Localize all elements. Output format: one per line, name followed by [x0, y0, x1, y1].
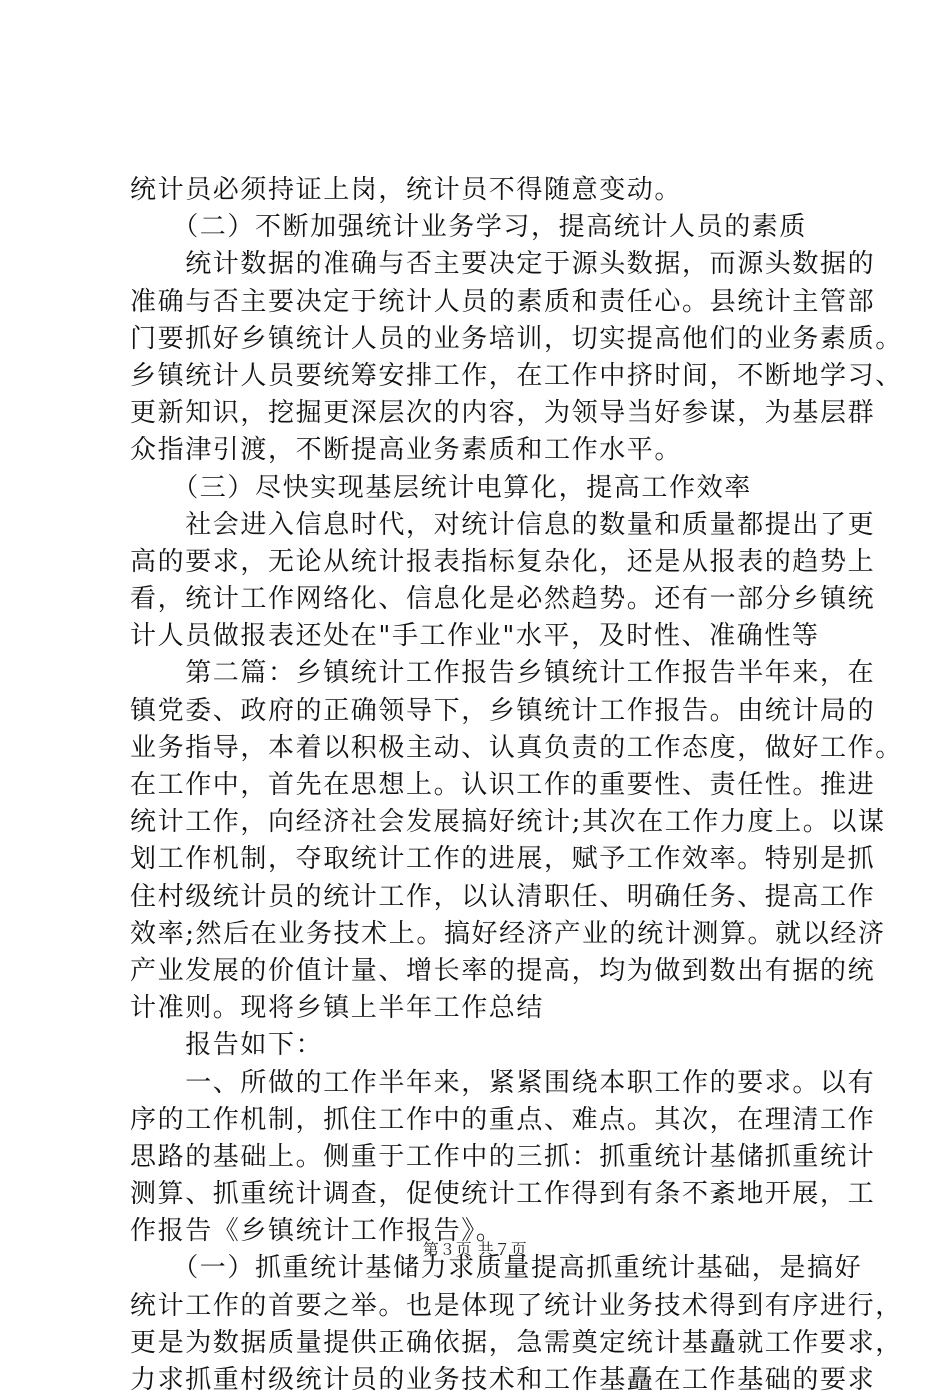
text-line: 统计工作的首要之举。也是体现了统计业务技术得到有序进行， — [130, 1290, 903, 1321]
body-text — [130, 172, 903, 1399]
text-line: 高的要求，无论从统计报表指标复杂化，还是从报表的趋势上 — [130, 546, 876, 577]
text-line: 统计员必须持证上岗，统计员不得随意变动。 — [130, 175, 683, 205]
text-line: 效率;然后在业务技术上。搞好经济产业的统计测算。就以经济 — [130, 918, 886, 949]
text-line: 住村级统计员的统计工作，以认清职任、明确任务、提高工作 — [130, 881, 876, 912]
text-line: （二）不断加强统计业务学习，提高统计人员的素质 — [130, 212, 808, 243]
text-line: 产业发展的价值计量、增长率的提高，均为做到数出有据的统 — [130, 955, 876, 986]
text-line: 计人员做报表还处在"手工作业"水平，及时性、准确性等 — [130, 621, 820, 652]
text-line: 统计工作，向经济社会发展搞好统计;其次在工作力度上。以谋 — [130, 807, 886, 838]
text-line: 思路的基础上。侧重于工作中的三抓：抓重统计基储抓重统计 — [130, 1141, 876, 1172]
page-number-footer: 第３页 共７页 — [422, 1240, 528, 1259]
text-line: 划工作机制，夺取统计工作的进展，赋予工作效率。特别是抓 — [130, 844, 876, 875]
text-line: 社会进入信息时代，对统计信息的数量和质量都提出了更 — [130, 509, 876, 540]
text-line: 众指津引渡，不断提高业务素质和工作水平。 — [130, 435, 683, 466]
text-line: （三）尽快实现基层统计电算化，提高工作效率 — [130, 472, 752, 503]
text-line: 作报告《乡镇统计工作报告》。 — [130, 1216, 504, 1247]
text-line: 第二篇：乡镇统计工作报告乡镇统计工作报告半年来，在 — [130, 658, 876, 689]
text-line: 门要抓好乡镇统计人员的业务培训，切实提高他们的业务素质。 — [130, 323, 903, 354]
text-line: 测算、抓重统计调查，促使统计工作得到有条不紊地开展，工 — [130, 1179, 876, 1210]
text-line: 准确与否主要决定于统计人员的素质和责任心。县统计主管部 — [130, 286, 876, 317]
text-line: 统计数据的准确与否主要决定于源头数据，而源头数据的 — [130, 249, 876, 280]
text-line: 看，统计工作网络化、信息化是必然趋势。还有一部分乡镇统 — [130, 584, 876, 615]
text-line: 报告如下： — [130, 1030, 324, 1061]
text-line: 序的工作机制，抓住工作中的重点、难点。其次，在理清工作 — [130, 1104, 876, 1135]
text-line: 在工作中，首先在思想上。认识工作的重要性、责任性。推进 — [130, 770, 876, 800]
text-line: （一）抓重统计基储力求质量提高抓重统计基础，是搞好 — [130, 1253, 863, 1284]
text-line: 镇党委、政府的正确领导下，乡镇统计工作报告。由统计局的 — [130, 695, 876, 726]
text-line: 乡镇统计人员要统筹安排工作，在工作中挤时间，不断地学习、 — [130, 360, 903, 391]
text-line: 更是为数据质量提供正确依据，急需奠定统计基矗就工作要求， — [130, 1327, 903, 1358]
text-line: 力求抓重村级统计员的业务技术和工作基矗在工作基础的要求 — [130, 1365, 876, 1395]
text-line: 计准则。现将乡镇上半年工作总结 — [130, 993, 545, 1024]
text-line: 更新知识，挖掘更深层次的内容，为领导当好参谋，为基层群 — [130, 398, 876, 429]
text-line: 一、所做的工作半年来，紧紧围绕本职工作的要求。以有 — [130, 1067, 876, 1098]
text-line: 业务指导，本着以积极主动、认真负责的工作态度，做好工作。 — [130, 732, 903, 763]
